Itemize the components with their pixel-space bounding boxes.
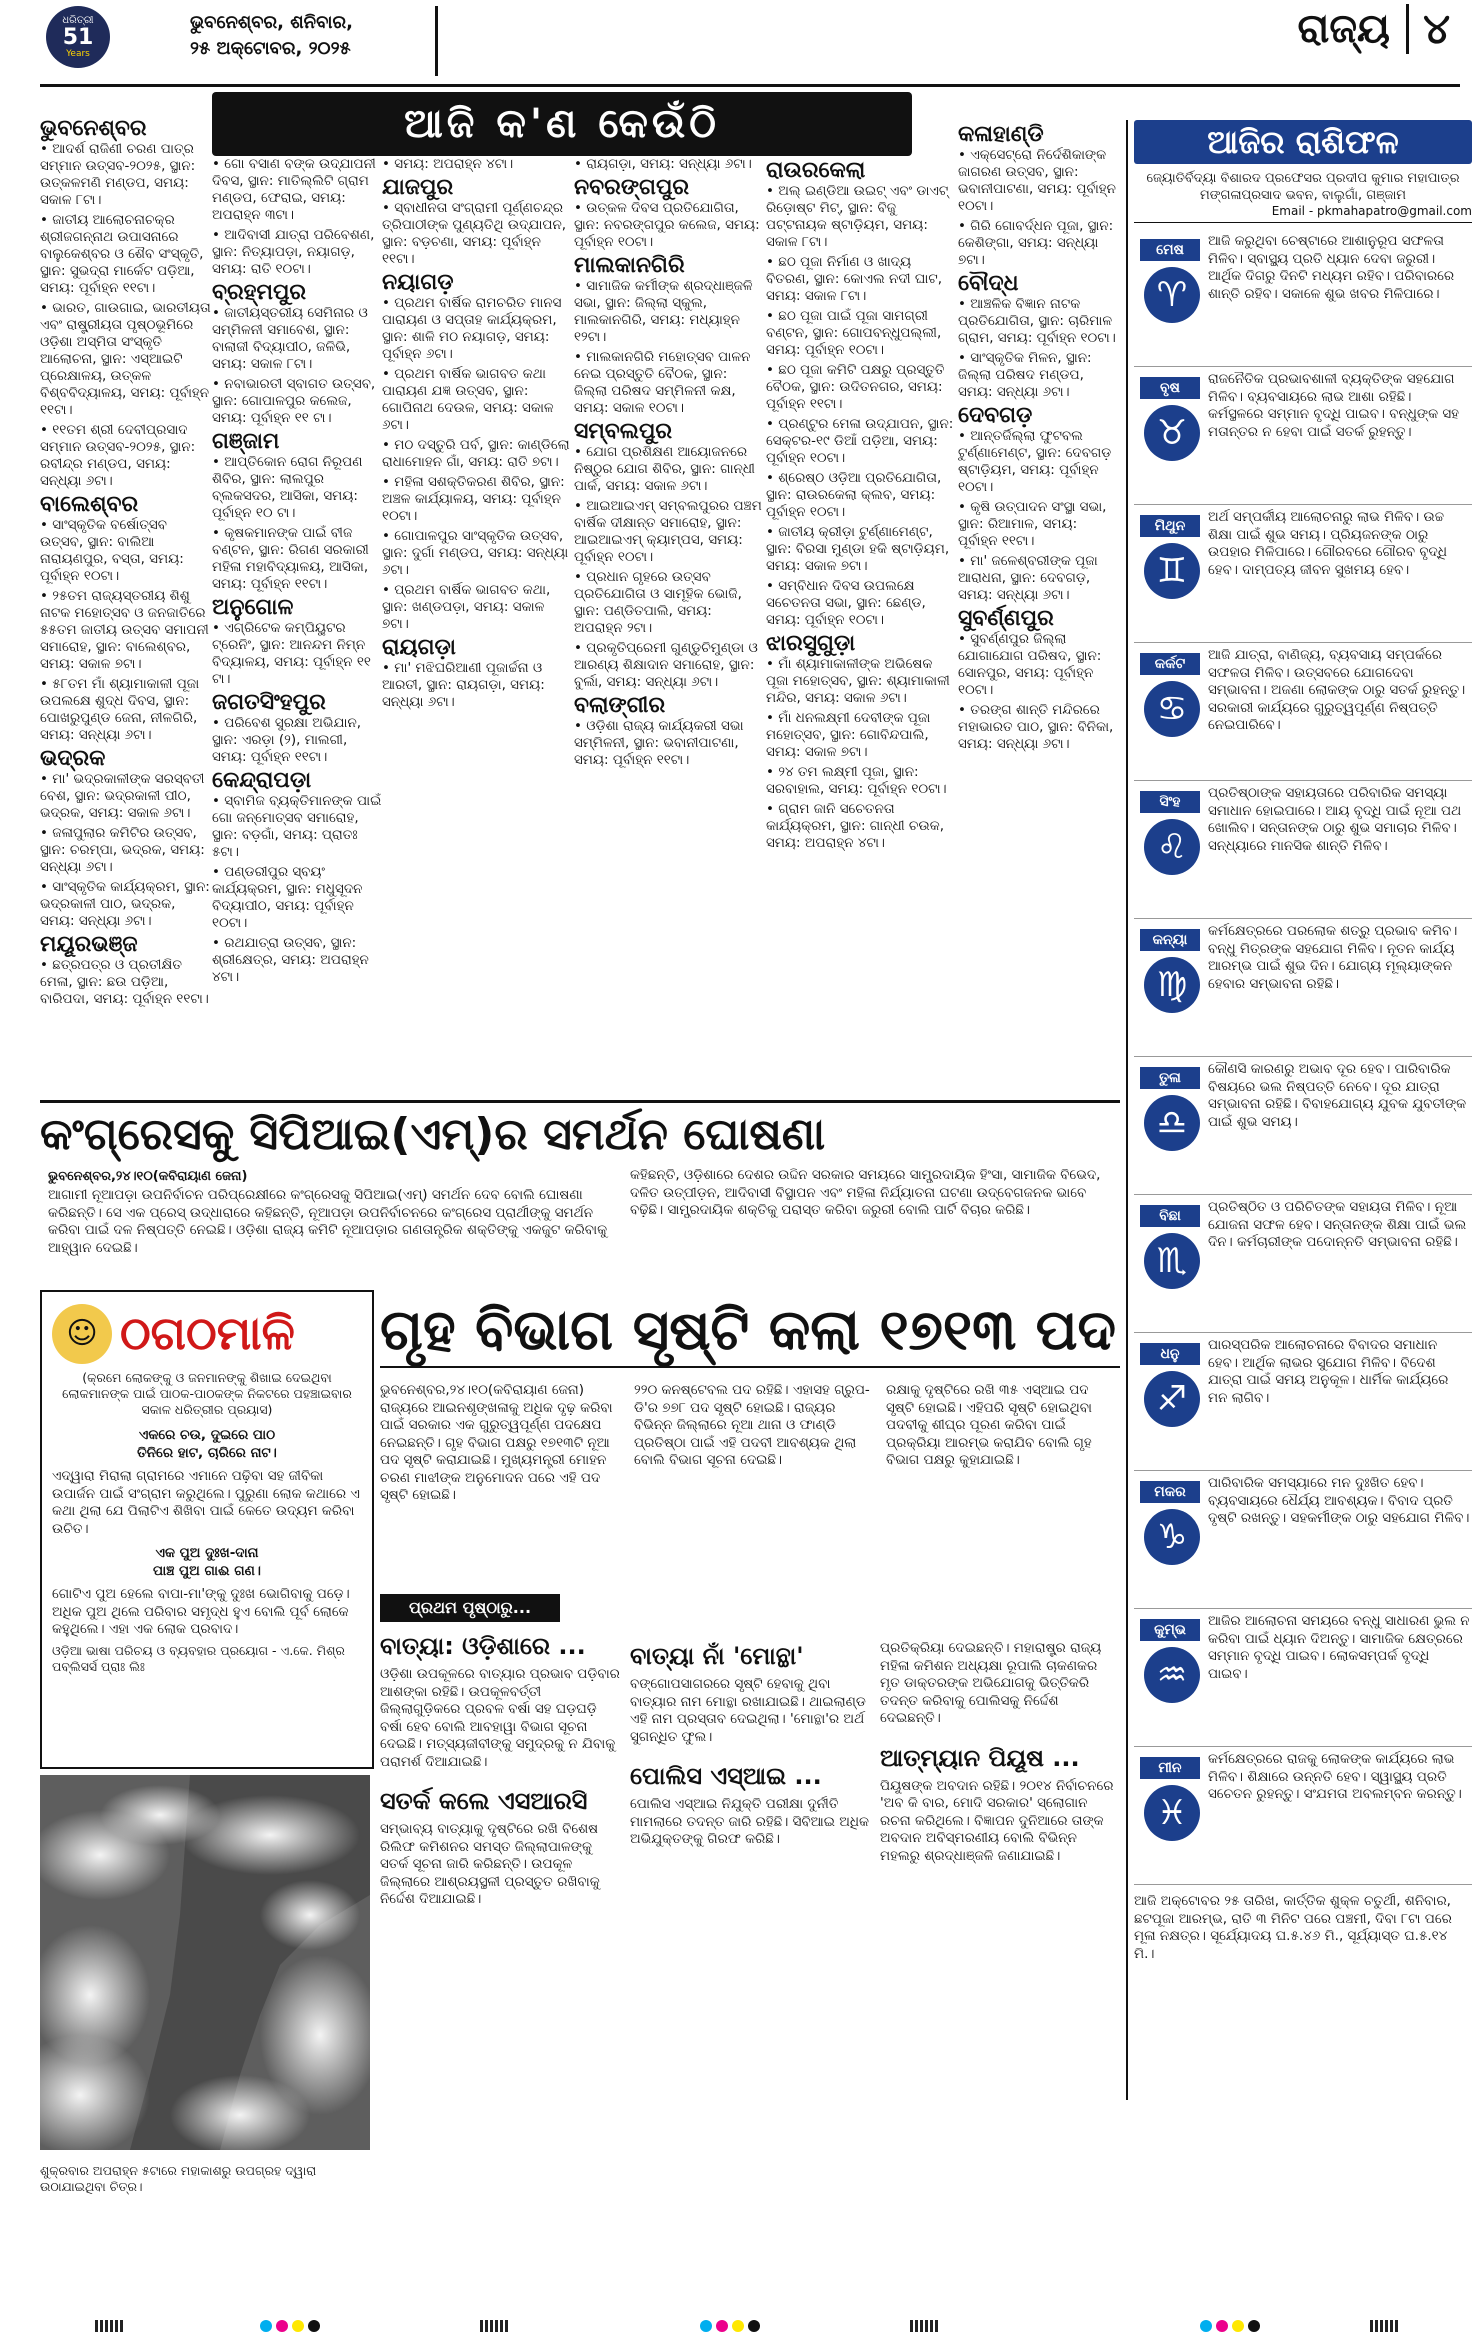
- event-item: • ପ୍ରଥମ ବାର୍ଷିକ ଭାଗବତ କଥା ପାରାୟଣ ଯଜ୍ଞ ଉତ୍ସବ, ସ୍ଥାନ: ଗୋପିନାଥ ଦେଉଳ, ସମୟ: ସକାଳ ୬ଟା।: [382, 366, 570, 434]
- event-item: • ମହିଳା ସଶକ୍ତିକରଣ ଶିବିର, ସ୍ଥାନ: ଅଞ୍ଚଳ କାର୍ଯ୍ୟାଳୟ, ସମୟ: ପୂର୍ବାହ୍ନ ୧୦ଟା।: [382, 474, 570, 525]
- event-item: • ୧୧ତମ ଶ୍ରୀ ଦେବୀପ୍ରସାଦ ସମ୍ମାନ ଉତ୍ସବ-୨୦୨୫, ସ୍ଥାନ: ରବୀନ୍ଦ୍ର ମଣ୍ଡପ, ସମୟ: ସନ୍ଧ୍ୟା ୬ଟା।: [40, 422, 212, 490]
- sign-name: ସିଂହ: [1140, 791, 1200, 813]
- newspaper-logo: [46, 6, 196, 68]
- horoscope-email: Email - pkmahapatro@gmail.com: [1134, 204, 1472, 223]
- story-headline: କଂଗ୍ରେସକୁ ସିପିଆଇ(ଏମ୍)ର ସମର୍ଥନ ଘୋଷଣା: [40, 1109, 826, 1160]
- district-heading: ବୌଦ୍ଧ: [958, 271, 1019, 296]
- police-si-body: ପୋଲିସ ଏସ୍‌ଆଇ ନିଯୁକ୍ତି ପରୀକ୍ଷା ଦୁର୍ନୀତି ମାମଲାରେ ତଦନ୍ତ ଜାରି ରହିଛି। ସିବିଆଇ ଅଧିକ ଅଭିଯୁକ୍ତଙ୍କୁ ଗିରଫ କରିଛି।: [630, 1796, 870, 1847]
- events-column-6: [958, 120, 1120, 756]
- event-item: • ଆଦର୍ଶ ରାଜିଣୀ ଚରଣ ପାତ୍ର ସମ୍ମାନ ଉତ୍ସବ-୨୦୨୫, ସ୍ଥାନ: ଉତ୍କଳମଣି ମଣ୍ଡପ, ସମୟ: ସକାଳ ୮ଟା।: [40, 141, 212, 209]
- sign-name: କନ୍ୟା: [1140, 929, 1200, 951]
- district-heading: ଗଞ୍ଜାମ: [212, 429, 280, 454]
- event-item: • ତରଙ୍ଗ ଶାନ୍ତି ମନ୍ଦିରରେ ମହାଭାରତ ପାଠ, ସ୍ଥାନ: ବିନିକା, ସମୟ: ସନ୍ଧ୍ୟା ୬ଟା।: [958, 702, 1120, 753]
- horoscope-sign: [1134, 643, 1472, 781]
- district-heading: ନୟାଗଡ଼: [382, 270, 454, 295]
- sign-prediction: ଆଜି ଯାତ୍ରା, ବାଣିଜ୍ୟ, ବ୍ୟବସାୟ ସମ୍ପର୍କରେ ସଫଳତା ମିଳିବ। ଉତ୍ସବରେ ଯୋଗଦେବା ସମ୍ଭାବନା। ଅଜଣା ଲୋକଙ୍କ ଠାରୁ ସତର୍କ ରୁହନ୍ତୁ। ସରକାରୀ କାର୍ଯ୍ୟରେ ଗୁରୁତ୍ୱପୂର୍ଣ୍ଣ ନିଷ୍ପତ୍ତି ନେଇପାରିବେ।: [1208, 647, 1466, 733]
- district-heading: ଯାଜପୁର: [382, 175, 454, 200]
- event-item: • ଶ୍ରେଷ୍ଠ ଓଡ଼ିଆ ପ୍ରତିଯୋଗିତା, ସ୍ଥାନ: ରାଉରକେଲା କ୍ଲବ, ସମୟ: ପୂର୍ବାହ୍ନ ୧୦ଟା।: [766, 470, 958, 521]
- main-story-col-1: ଭୁବନେଶ୍ବର,୨୪।୧୦(କବିରାୟାଣ ଜେନା) ରାଜ୍ୟରେ ଆଇନଶୃଙ୍ଖଳାକୁ ଅଧିକ ଦୃଢ଼ କରିବା ପାଇଁ ସରକାର ଏକ ଗୁରୁତ୍ୱପୂର୍ଣ୍ଣ ପଦକ୍ଷେପ ନେଇଛନ୍ତି। ଗୃହ ବିଭାଗ ପକ୍ଷରୁ ୧୭୧୩ଟି ନୂଆ ପଦ ସୃଷ୍ଟି କରାଯାଇଛି। ମୁଖ୍ୟମନ୍ତ୍ରୀ ମୋହନ ଚରଣ ମାଝୀଙ୍କ ଅନୁମୋଦନ ପରେ ଏହି ପଦ ସୃଷ୍ଟି ହୋଇଛି।: [380, 1382, 613, 1503]
- horoscope-sign: [1134, 1195, 1472, 1333]
- district-heading: ଅନୁଗୋଳ: [212, 595, 294, 620]
- yellow-registration-mark: [292, 2320, 304, 2332]
- zodiac-icon: ♍: [1144, 957, 1200, 1013]
- event-item: • ସାଂସ୍କୃତିକ ମିଳନ, ସ୍ଥାନ: ଜିଲ୍ଲା ପରିଷଦ ମଣ୍ଡପ, ସମୟ: ସନ୍ଧ୍ୟା ୬ଟା।: [958, 350, 1120, 401]
- sign-name: ମକର: [1140, 1481, 1200, 1503]
- horoscope-sign: [1134, 1057, 1472, 1195]
- print-grey-mark: [480, 2320, 510, 2332]
- sign-name: ମୀନ: [1140, 1757, 1200, 1779]
- district-heading: କେନ୍ଦ୍ରାପଡ଼ା: [212, 768, 312, 793]
- event-item: • ମା' ମଝିଘରିଆଣୀ ପୂଜାର୍ଚ୍ଚନା ଓ ଆରତୀ, ସ୍ଥାନ: ରାୟଗଡ଼ା, ସମୟ: ସନ୍ଧ୍ୟା ୬ଟା।: [382, 660, 570, 711]
- satellite-caption: ଶୁକ୍ରବାର ଅପରାହ୍ନ ୫ଟାରେ ମହାକାଶରୁ ଉପଗ୍ରହ ଦ୍ୱାରା ଉଠାଯାଇଥିବା ଚିତ୍ର।: [40, 2163, 317, 2194]
- proverb-explanation-2: ଗୋଟିଏ ପୁଅ ହେଲେ ବାପା-ମା'ଙ୍କୁ ଦୁଃଖ ଭୋଗିବାକୁ ପଡ଼େ। ଅଧିକ ପୁଅ ଥିଲେ ପରିବାର ସମୃଦ୍ଧ ହୁଏ ବୋଲି ପୂର୍ବ ଲୋକେ କହୁଥିଲେ। ଏହା ଏକ ଲୋକ ପ୍ରବାଦ।: [52, 1586, 350, 1637]
- event-item: • କୃଷକମାନଙ୍କ ପାଇଁ ବୀଜ ବଣ୍ଟନ, ସ୍ଥାନ: ରିଗଣ ସରକାରୀ ମହିଳା ମହାବିଦ୍ୟାଳୟ, ଆସିକା, ସମୟ: ପୂର୍ବାହ୍ନ ୧୧ଟା।: [212, 525, 382, 593]
- zodiac-icon: ♒: [1144, 1647, 1200, 1703]
- sign-prediction: କୌଣସି କାରଣରୁ ଅଭାବ ଦୂର ହେବ। ପାରିବାରିକ ବିଷୟରେ ଭଲ ନିଷ୍ପତ୍ତି ନେବେ। ଦୂର ଯାତ୍ରା ସମ୍ଭାବନା ରହିଛି। ବିବାହଯୋଗ୍ୟ ଯୁବକ ଯୁବତୀଙ୍କ ପାଇଁ ଶୁଭ ସମୟ।: [1208, 1061, 1467, 1130]
- masthead: [40, 0, 1460, 87]
- event-item: • ସାଂସ୍କୃତିକ କାର୍ଯ୍ୟକ୍ରମ, ସ୍ଥାନ: ଭଦ୍ରକାଳୀ ପାଠ, ଭଦ୍ରକ, ସମୟ: ସନ୍ଧ୍ୟା ୬ଟା।: [40, 879, 212, 930]
- horoscope-sign: [1134, 781, 1472, 919]
- event-item: • ପ୍ରଧାନ ଗୃହରେ ଉତ୍ସବ ପ୍ରତିଯୋଗିତା ଓ ସାମୂହିକ ଭୋଜି, ସ୍ଥାନ: ପଣ୍ଡିତପାଲି, ସମୟ: ଅପରାହ୍ନ ୨ଟା।: [574, 569, 762, 637]
- main-story-col-3: ରକ୍ଷାକୁ ଦୃଷ୍ଟିରେ ରଖି ୩୫ ଏସ୍‌ଆଇ ପଦ ସୃଷ୍ଟି ହୋଇଛି। ଏହିପରି ସୃଷ୍ଟି ହୋଇଥିବା ପଦବୀକୁ ଶୀଘ୍ର ପୂରଣ କରିବା ପାଇଁ ପ୍ରକ୍ରିୟା ଆରମ୍ଭ କରାଯିବ ବୋଲି ଗୃହ ବିଭାଗ ପକ୍ଷରୁ କୁହାଯାଇଛି।: [886, 1382, 1093, 1468]
- print-grey-mark: [1370, 2320, 1400, 2332]
- horoscope-sign: [1134, 1747, 1472, 1885]
- sign-prediction: ପାରିବାରିକ ସମସ୍ୟାରେ ମନ ଦୁଃଖିତ ହେବ। ବ୍ୟବସାୟରେ ଧୈର୍ଯ୍ୟ ଆବଶ୍ୟକ। ବିବାଦ ପ୍ରତି ଦୃଷ୍ଟି ରଖନ୍ତୁ। ସହକର୍ମୀଙ୍କ ଠାରୁ ସହଯୋଗ ମିଳିବ।: [1208, 1475, 1470, 1526]
- district-heading: ବାଲେଶ୍ବର: [40, 492, 139, 517]
- event-item: • ମା' ଭଦ୍ରକାଳୀଙ୍କ ସରସ୍ବତୀ ବେଶ, ସ୍ଥାନ: ଭଦ୍ରକାଳୀ ପୀଠ, ଭଦ୍ରକ, ସମୟ: ସକାଳ ୬ଟା।: [40, 771, 212, 822]
- district-heading: ଭଦ୍ରକ: [40, 746, 106, 771]
- proverb-explanation: ଏଦ୍ୱାରା ମିରାଲା ଗ୍ରାମରେ ଏମାନେ ପଢ଼ିବା ସହ ଜୀବିକା ଉପାର୍ଜନ ପାଇଁ ସଂଗ୍ରାମ କରୁଥିଲେ। ପୁରୁଣା ଲୋକ କଥାରେ ଏ କଥା ଥିଲା ଯେ ପିଲାଟିଏ ଶିଖିବା ପାଇଁ କେତେ ଉଦ୍ୟମ କରିବା ଉଚିତ।: [52, 1468, 360, 1537]
- story-dateline: ଭୁବନେଶ୍ବର,୨୪।୧୦(କବିରାୟାଣ ଜେନା): [48, 1169, 248, 1184]
- event-item: • ଏଗ୍ରିଟେକ କମ୍ପିୟୁଟର ଟ୍ରେନିଂ, ସ୍ଥାନ: ଆନନ୍ଦମ ନିମ୍ନ ବିଦ୍ୟାଳୟ, ସମୟ: ପୂର୍ବାହ୍ନ ୧୧ ଟା।: [212, 620, 382, 688]
- event-item: • ସ୍ବାଧୀନତା ସଂଗ୍ରାମୀ ପୂର୍ଣ୍ଣଚନ୍ଦ୍ର ତ୍ରିପାଠୀଙ୍କ ପୁଣ୍ୟତିଥି ଉଦ୍‌ଯାପନ, ସ୍ଥାନ: ବଡ଼ଚଣା, ସମୟ: ପୂର୍ବାହ୍ନ ୧୧ଟା।: [382, 200, 570, 268]
- thatthamali-box: [40, 1290, 374, 1769]
- district-heading: ମାଲକାନଗିରି: [574, 253, 685, 278]
- event-item: • ଭାରତ, ଗାଉଗାଇ, ଭାରତୀୟତା ଏବଂ ରାଷ୍ଟ୍ରୀୟତା ପୃଷ୍ଠଭୂମିରେ ଓଡ଼ିଶା ଅସ୍ମିତା ସଂସ୍କୃତି ଆଲୋଚନା, ସ୍ଥାନ: ଏସ୍‌ଆଇଟି ପ୍ରେକ୍ଷାଳୟ, ଉତ୍କଳ ବିଶ୍ବବିଦ୍ୟାଳୟ, ସମୟ: ପୂର୍ବାହ୍ନ ୧୧ଟା।: [40, 300, 212, 419]
- horoscope-sign: [1134, 1333, 1472, 1471]
- zodiac-icon: ♓: [1144, 1785, 1200, 1841]
- cyclone-name-title: ବାତ୍ୟା ନାଁ 'ମୋନ୍ଥା': [630, 1642, 804, 1670]
- sign-prediction: କର୍ମକ୍ଷେତ୍ରରେ ରାଜକୁ ଲୋକଙ୍କ କାର୍ଯ୍ୟରେ ଲାଭ ମିଳିବ। ଶିକ୍ଷାରେ ଉନ୍ନତି ହେବ। ସ୍ୱାସ୍ଥ୍ୟ ପ୍ରତି ସଚେତନ ରୁହନ୍ତୁ। ସଂଯମତା ଅବଲମ୍ବନ କରନ୍ତୁ।: [1208, 1751, 1462, 1802]
- district-heading: ଦେବଗଡ଼: [958, 403, 1033, 428]
- zodiac-icon: ♉: [1144, 405, 1200, 461]
- event-item: • ଆଞ୍ଚଳିକ ବିଜ୍ଞାନ ନାଟକ ପ୍ରତିଯୋଗିତା, ସ୍ଥାନ: ଚାରିମାଳ ଗ୍ରାମ, ସମୟ: ପୂର୍ବାହ୍ନ ୧୦ଟା।: [958, 296, 1120, 347]
- event-item: • ମା' ଜଳେଶ୍ବରୀଙ୍କ ପୂଜା ଆରାଧନା, ସ୍ଥାନ: ଦେବଗଡ଼, ସମୟ: ସନ୍ଧ୍ୟା ୬ଟା।: [958, 553, 1120, 604]
- event-item: • ରଥଯାତ୍ରା ଉତ୍ସବ, ସ୍ଥାନ: ଶ୍ରୀକ୍ଷେତ୍ର, ସମୟ: ଅପରାହ୍ନ ୪ଟା।: [212, 935, 382, 986]
- zodiac-icon: ♐: [1144, 1371, 1200, 1427]
- event-item: • ସ୍ବାମିଜ ବ୍ୟକ୍ତିମାନଙ୍କ ପାଇଁ ଗୋ ଜନ୍ମୋତ୍ସବ ସମାରୋହ, ସ୍ଥାନ: ବଡ଼ଗାଁ, ସମୟ: ପ୍ରାତଃ ୫ଟା।: [212, 793, 382, 861]
- cyan-registration-mark: [700, 2320, 712, 2332]
- events-column-4: [574, 156, 762, 772]
- event-item: • ଜାତୀୟ ଆଲୋଚନାଚକ୍ର ଶ୍ରୀଜଗନ୍ନାଥ ଉପାସନାରେ ବାଲୁକେଶ୍ବର ଓ ଶୈବ ସଂସ୍କୃତି, ସ୍ଥାନ: ସୁଭଦ୍ରା ମାର୍କେଟ ପଡ଼ିଆ, ସମୟ: ପୂର୍ବାହ୍ନ ୧୧ଟା।: [40, 212, 212, 297]
- carry-column-3: [880, 1640, 1120, 1865]
- event-item: • ଗ୍ରାମ ଜାନି ସଚେତନତା କାର୍ଯ୍ୟକ୍ରମ, ସ୍ଥାନ: ଗାନ୍ଧୀ ଚଉକ, ସମୟ: ଅପରାହ୍ନ ୪ଟା।: [766, 801, 958, 852]
- sign-prediction: ପାରସ୍ପରିକ ଆଲୋଚନାରେ ବିବାଦର ସମାଧାନ ହେବ। ଆର୍ଥିକ ଲାଭର ସୁଯୋଗ ମିଳିବ। ବିଦେଶ ଯାତ୍ରା ପାଇଁ ସମୟ ଅନୁକୂଳ। ଧାର୍ମିକ କାର୍ଯ୍ୟରେ ମନ ଲାଗିବ।: [1208, 1337, 1449, 1406]
- events-column-1: [40, 116, 212, 1011]
- main-headline: ଗୃହ ବିଭାଗ ସୃଷ୍ଟି କଲା ୧୭୧୩ ପଦ: [380, 1296, 1120, 1368]
- sign-name: ମିଥୁନ: [1140, 515, 1200, 537]
- congress-cpim-story: [40, 1100, 1120, 1263]
- event-item: • ୨୫ତମ ରାଜ୍ୟସ୍ତରୀୟ ଶିଶୁ ନାଟକ ମହୋତ୍ସବ ଓ ଜନଜାତିରେ ୫୫ତମ ଜାତୀୟ ଉତ୍ସବ ସମାପନୀ ସମାରୋହ, ସ୍ଥାନ: ବାଲେଶ୍ବର, ସମୟ: ସକାଳ ୭ଟା।: [40, 588, 212, 673]
- event-item: • ଅଲ୍ ଇଣ୍ଡିଆ ଉଇଟ୍ ଏବଂ ଡାଏଟ୍ ରିଡ଼ୋଷ୍ଟ ମିଟ୍, ସ୍ଥାନ: ବିଜୁ ପଟ୍ଟନାୟକ ଷ୍ଟାଡ଼ିୟମ, ସମୟ: ସକାଳ ୮ଟା।: [766, 183, 958, 251]
- laughing-face-icon: ☺: [52, 1304, 112, 1364]
- masthead-divider: [435, 6, 438, 76]
- event-item: • ପ୍ରକୃତିପ୍ରେମୀ ଗୁଣ୍ଡୁଚିମୁଣ୍ଡା ଓ ଆରଣ୍ୟ ଶିକ୍ଷାଦାନ ସମାରୋହ, ସ୍ଥାନ: ବୁର୍ଲା, ସମୟ: ସନ୍ଧ୍ୟା ୬ଟା।: [574, 640, 762, 691]
- magenta-registration-mark: [716, 2320, 728, 2332]
- event-item: • ଗୋପାଳପୁର ସାଂସ୍କୃତିକ ଉତ୍ସବ, ସ୍ଥାନ: ଦୁର୍ଗା ମଣ୍ଡପ, ସମୟ: ସନ୍ଧ୍ୟା ୬ଟା।: [382, 528, 570, 579]
- sign-prediction: ପ୍ରତିଷ୍ଠାଙ୍କ ସହାୟତାରେ ପରିବାରିକ ସମସ୍ୟା ସମାଧାନ ହୋଇପାରେ। ଆୟ ବୃଦ୍ଧି ପାଇଁ ନୂଆ ପଥ ଖୋଲିବ। ସନ୍ତାନଙ୍କ ଠାରୁ ଶୁଭ ସମାଚାର ମିଳିବ। ସନ୍ଧ୍ୟାରେ ମାନସିକ ଶାନ୍ତି ମିଳିବ।: [1208, 785, 1462, 854]
- event-item: • ମଠ ଦସ୍ତୁରି ପର୍ବ, ସ୍ଥାନ: କାଣ୍ଡିଲୋ ରାଧାମୋହନ ଗାଁ, ସମୟ: ରାତି ୭ଟା।: [382, 437, 570, 471]
- zodiac-icon: ♏: [1144, 1233, 1200, 1289]
- zodiac-icon: ♑: [1144, 1509, 1200, 1565]
- sign-name: ଧନୁ: [1140, 1343, 1200, 1365]
- district-heading: ମୟୂରଭଞ୍ଜ: [40, 932, 138, 957]
- sign-prediction: ପ୍ରତିଷ୍ଠିତ ଓ ପରିଚିତଙ୍କ ସହାୟତା ମିଳିବ। ନୂଆ ଯୋଜନା ସଫଳ ହେବ। ସନ୍ତାନଙ୍କ ଶିକ୍ଷା ପାଇଁ ଭଲ ଦିନ। କର୍ମଚାରୀଙ୍କ ପଦୋନ୍ନତି ସମ୍ଭାବନା ରହିଛି।: [1208, 1199, 1467, 1250]
- piyush-title: ଆତ୍ମ୍ୟାନ ପିୟୂଷ ...: [880, 1743, 1080, 1772]
- district-heading: ଭୁବନେଶ୍ବର: [40, 116, 147, 141]
- horoscope-signs: [1134, 229, 1472, 1885]
- event-item: • ଗୋ ବସାଣ ବଙ୍କ ଉଦ୍‌ଯାପନୀ ଦିବସ, ସ୍ଥାନ: ମାତିଲ୍ଲିଟି ଗ୍ରାମ ମଣ୍ଡପ, ଫେରାଇ, ସମୟ: ଅପରାହ୍ନ ୩ଟା।: [212, 156, 382, 224]
- sign-name: କର୍କଟ: [1140, 653, 1200, 675]
- event-item: • ଏକ୍‌ସେଟ୍ରୋ ନିର୍ଦେଶିକାଙ୍କ ଜାଗରଣ ଉତ୍ସବ, ସ୍ଥାନ: ଭବାନୀପାଟଣା, ସମୟ: ପୂର୍ବାହ୍ନ ୧୦ଟା।: [958, 147, 1120, 215]
- horoscope-sign: [1134, 1609, 1472, 1747]
- anniversary-seal-icon: ଧରିତ୍ରୀ 51 Years: [46, 6, 110, 68]
- dateline: ଭୁବନେଶ୍ବର, ଶନିବାର, ୨୫ ଅକ୍ଟୋବର, ୨୦୨୫: [190, 12, 353, 59]
- horoscope-byline: ଜ୍ୟୋତିର୍ବିଦ୍ୟା ବିଶାରଦ ପ୍ରଫେସର ପ୍ରଦୀପ କୁମାର ମହାପାତ୍ର ମଙ୍ଗଳାପ୍ରସାଦ ଭବନ, ବାଲୁଗାଁ, ଗଞ୍ଜାମ: [1146, 171, 1460, 203]
- event-item: • ଗିରି ଗୋବର୍ଦ୍ଧନ ପୂଜା, ସ୍ଥାନ: କେଶିଙ୍ଗା, ସମୟ: ସନ୍ଧ୍ୟା ୭ଟା।: [958, 218, 1120, 269]
- events-listing: [40, 116, 1120, 1095]
- horoscope-sign: [1134, 229, 1472, 367]
- cyclone-odisha-body: ଓଡ଼ିଶା ଉପକୂଳରେ ବାତ୍ୟାର ପ୍ରଭାବ ପଡ଼ିବାର ଆଶଙ୍କା ରହିଛି। ଉପକୂଳବର୍ତ୍ତୀ ଜିଲ୍ଲାଗୁଡ଼ିକରେ ପ୍ରବଳ ବର୍ଷା ସହ ଘଡ଼ଘଡ଼ି ବର୍ଷା ହେବ ବୋଲି ଆବହାୱା ବିଭାଗ ସୂଚନା ଦେଇଛି। ମତ୍ସ୍ୟଜୀବୀଙ୍କୁ ସମୁଦ୍ରକୁ ନ ଯିବାକୁ ପରାମର୍ଶ ଦିଆଯାଇଛି।: [380, 1666, 620, 1770]
- panjika-note: ଆଜି ଅକ୍ଟୋବର ୨୫ ତାରିଖ, କାର୍ତ୍ତିକ ଶୁକ୍ଳ ଚତୁର୍ଥୀ, ଶନିବାର, ଛଟପୂଜା ଆରମ୍ଭ, ରାତି ୩ ମିନିଟ ପରେ ପଞ୍ଚମୀ, ଦିବା ୮ଟା ପରେ ମୂଳା ନକ୍ଷତ୍ର। ସୂର୍ଯ୍ୟୋଦୟ ଘ.୫.୪୬ ମି., ସୂର୍ଯ୍ୟାସ୍ତ ଘ.୫.୧୪ ମି.।: [1134, 1893, 1452, 1962]
- event-item: • ଉତ୍କଳ ଦିବସ ପ୍ରତିଯୋଗିତା, ସ୍ଥାନ: ନବରଙ୍ଗପୁର କଲେଜ, ସମୟ: ପୂର୍ବାହ୍ନ ୧୦ଟା।: [574, 200, 762, 251]
- horoscope-sign: [1134, 367, 1472, 505]
- district-heading: ବଲାଙ୍ଗୀର: [574, 693, 666, 718]
- magenta-registration-mark: [1216, 2320, 1228, 2332]
- src-alert-body: ସମ୍ଭାବ୍ୟ ବାତ୍ୟାକୁ ଦୃଷ୍ଟିରେ ରଖି ବିଶେଷ ରିଲିଫ କମିଶନର ସମସ୍ତ ଜିଲ୍ଲାପାଳଙ୍କୁ ସତର୍କ ସୂଚନା ଜାରି କରିଛନ୍ତି। ଉପକୂଳ ଜିଲ୍ଲାରେ ଆଶ୍ରୟସ୍ଥଳୀ ପ୍ରସ୍ତୁତ ରଖିବାକୁ ନିର୍ଦ୍ଦେଶ ଦିଆଯାଇଛି।: [380, 1821, 600, 1907]
- event-item: • ୨୪ ତମ ଲକ୍ଷ୍ମୀ ପୂଜା, ସ୍ଥାନ: ସରବାହାଲ, ସମୟ: ପୂର୍ବାହ୍ନ ୧୦ଟା।: [766, 764, 958, 798]
- magenta-registration-mark: [276, 2320, 288, 2332]
- event-item: • ଯୋଗ ପ୍ରଶିକ୍ଷଣ ଆୟୋଜନରେ ନିଷ୍ଠୁର ଯୋଗ ଶିବିର, ସ୍ଥାନ: ଗାନ୍ଧୀ ପାର୍କ, ସମୟ: ସକାଳ ୬ଟା।: [574, 444, 762, 495]
- thatthamali-subtitle: (କ୍ରମେ ଲୋକଙ୍କୁ ଓ ଜନମାନଙ୍କୁ ଶିଖାଇ ଦେଇଥିବା ଲୋକମାନଙ୍କ ପାଇଁ ପାଠକ-ପାଠକଙ୍କ ନିକଟରେ ପହଞ୍ଚାଇବାର ସକାଳ ଧରିତ୍ରୀର ପ୍ରୟାସ): [62, 1370, 352, 1417]
- proverb-verse: ଏକରେ ଚଉ, ଦୁଇରେ ପାଠ ତିନିରେ ହାଟ, ଚାରିରେ ନାଟ।: [137, 1427, 277, 1461]
- district-heading: କଳାହାଣ୍ଡି: [958, 122, 1044, 147]
- event-item: • ପଣ୍ଡରୀପୁର ସ୍ବୟଂ କାର୍ଯ୍ୟକ୍ରମ, ସ୍ଥାନ: ମଧୁସୂଦନ ବିଦ୍ୟାପୀଠ, ସମୟ: ପୂର୍ବାହ୍ନ ୧୦ଟା।: [212, 864, 382, 932]
- black-registration-mark: [748, 2320, 760, 2332]
- event-item: • ଛଠ ପୂଜା ପାଇଁ ପୂଜା ସାମଗ୍ରୀ ବଣ୍ଟନ, ସ୍ଥାନ: ଗୋପବନ୍ଧୁପଲ୍ଲୀ, ସମୟ: ପୂର୍ବାହ୍ନ ୧୦ଟା।: [766, 308, 958, 359]
- story-body: ଆଗାମୀ ନୂଆପଡ଼ା ଉପନିର୍ବାଚନ ପରିପ୍ରେକ୍ଷୀରେ କଂଗ୍ରେସକୁ ସିପିଆଇ(ଏମ୍) ସମର୍ଥନ ଦେବ ବୋଲି ଘୋଷଣା କରିଛନ୍ତି। ସେ ଏକ ପ୍ରେସ୍ ଉଦ୍ଧାରାରେ କହିଛନ୍ତି, ନୂଆପଡ଼ା ଉପନିର୍ବାଚନରେ କଂଗ୍ରେସ ପ୍ରାର୍ଥୀଙ୍କୁ ସମର୍ଥନ କରିବା ପାଇଁ ଦଳ ନିଷ୍ପତ୍ତି ନେଇଛି। ଓଡ଼ିଶା ରାଜ୍ୟ କମିଟି ନୂଆପଡ଼ାର ଗଣତାନ୍ତ୍ରିକ ଶକ୍ତିଙ୍କୁ ଏକଜୁଟ କରିବାକୁ ଆହ୍ୱାନ ଦେଇଛି।: [48, 1187, 608, 1256]
- proverb-verse-2: ଏକ ପୁଅ ଦୁଃଖ-ଦାନା ପାଞ୍ଚ ପୁଅ ଗାଈ ଗଣ।: [153, 1545, 261, 1579]
- sign-prediction: ଆଜି କରୁଥିବା ଚେଷ୍ଟାରେ ଆଶାନୁରୂପ ସଫଳତା ମିଳିବ। ସ୍ବାସ୍ଥ୍ୟ ପ୍ରତି ଧ୍ୟାନ ଦେବା ଜରୁରୀ। ଆର୍ଥିକ ଦିଗରୁ ଦିନଟି ମଧ୍ୟମ ରହିବ। ପରିବାରରେ ଶାନ୍ତି ରହିବ। ସକାଳେ ଶୁଭ ଖବର ମିଳିପାରେ।: [1208, 233, 1455, 302]
- print-grey-mark: [910, 2320, 940, 2332]
- events-column-5: [766, 156, 958, 855]
- event-item: • ପ୍ରଥମ ବାର୍ଷିକ ଭାଗବତ କଥା, ସ୍ଥାନ: ଖଣ୍ଡପଡ଼ା, ସମୟ: ସକାଳ ୭ଟା।: [382, 582, 570, 633]
- zodiac-icon: ♈: [1144, 267, 1200, 323]
- event-item: • ଆପ୍ତିକୋନ ରୋଗ ନିରୂପଣ ଶିବିର, ସ୍ଥାନ: ଲାଲପୁର ବ୍ଲକସଦର, ଆସିକା, ସମୟ: ପୂର୍ବାହ୍ନ ୧୦ ଟା।: [212, 454, 382, 522]
- event-item: • ଜାତୀୟ କ୍ରୀଡ଼ା ଟୁର୍ଣ୍ଣାମେଣ୍ଟ, ସ୍ଥାନ: ବିରସା ମୁଣ୍ଡା ହକି ଷ୍ଟାଡ଼ିୟମ, ସମୟ: ସକାଳ ୭ଟା।: [766, 524, 958, 575]
- front-page-continued-label: ପ୍ରଥମ ପୃଷ୍ଠାରୁ...: [380, 1594, 560, 1622]
- district-heading: ଜଗତସିଂହପୁର: [212, 690, 326, 715]
- piyush-body: ପିୟୂଷଙ୍କ ଅବଦାନ ରହିଛି। ୨୦୧୪ ନିର୍ବାଚନରେ 'ଅବ କି ବାର, ମୋଦି ସରକାର' ସ୍ଲୋଗାନ ରଚନା କରିଥିଲେ। ବିଜ୍ଞାପନ ଦୁନିଆରେ ତାଙ୍କ ଅବଦାନ ଅବିସ୍ମରଣୀୟ ବୋଲି ବିଭିନ୍ନ ମହଲରୁ ଶ୍ରଦ୍ଧାଞ୍ଜଳି ଜଣାଯାଇଛି।: [880, 1777, 1114, 1864]
- event-item: • ଓଡ଼ିଶା ରାଜ୍ୟ କାର୍ଯ୍ୟକରୀ ସଭା ସମ୍ମିଳନୀ, ସ୍ଥାନ: ଭବାନୀପାଟଣା, ସମୟ: ପୂର୍ବାହ୍ନ ୧୧ଟା।: [574, 718, 762, 769]
- cyan-registration-mark: [260, 2320, 272, 2332]
- black-registration-mark: [1248, 2320, 1260, 2332]
- print-grey-mark: [95, 2320, 125, 2332]
- event-item: • ସମ୍ବିଧାନ ଦିବସ ଉପଲକ୍ଷେ ସଚେତନତା ସଭା, ସ୍ଥାନ: ଛେଣ୍ଡ, ସମୟ: ପୂର୍ବାହ୍ନ ୧୦ଟା।: [766, 578, 958, 629]
- event-item: • ପରିବେଶ ସୁରକ୍ଷା ଅଭିଯାନ, ସ୍ଥାନ: ଏରଡ଼ା (୨), ମାଲଗୀ, ସମୟ: ପୂର୍ବାହ୍ନ ୧୧ଟା।: [212, 715, 382, 766]
- event-item: • ଆଦିବାସୀ ଯାତ୍ରା ପରିବେଶଣ, ସ୍ଥାନ: ନିତ୍ୟାପଡ଼ା, ନୟାଗଡ଼, ସମୟ: ରାତି ୧୦ଟା।: [212, 227, 382, 278]
- event-item: • ଜାତୀୟସ୍ତରୀୟ ସେମିନାର ଓ ସମ୍ମିଳନୀ ସମାବେଶ, ସ୍ଥାନ: ବାଲାଜୀ ବିଦ୍ୟାପୀଠ, ଜଳିଭି, ସମୟ: ସକାଳ ୮ଟା।: [212, 305, 382, 373]
- sign-prediction: ଆଜିର ଆଲୋଚନା ସମୟରେ ବନ୍ଧୁ ସାଧାରଣ ଭୁଲ ନ କରିବା ପାଇଁ ଧ୍ୟାନ ଦିଅନ୍ତୁ। ସାମାଜିକ କ୍ଷେତ୍ରରେ ସମ୍ମାନ ବୃଦ୍ଧି ପାଇବ। ଲୋକସମ୍ପର୍କ ବୃଦ୍ଧି ପାଇବ।: [1208, 1613, 1470, 1682]
- sign-prediction: ରାଜନୈତିକ ପ୍ରଭାବଶାଳୀ ବ୍ୟକ୍ତିଙ୍କ ସହଯୋଗ ମିଳିବ। ବ୍ୟବସାୟରେ ଲାଭ ଆଶା ରହିଛି। କର୍ମସ୍ଥଳରେ ସମ୍ମାନ ବୃଦ୍ଧି ପାଇବ। ବନ୍ଧୁଙ୍କ ସହ ମତାନ୍ତର ନ ହେବା ପାଇଁ ସତର୍କ ରୁହନ୍ତୁ।: [1208, 371, 1460, 440]
- horoscope-sign: [1134, 505, 1472, 643]
- event-item: • ଜଳାପୁଲାର କମିଟିର ଉତ୍ସବ, ସ୍ଥାନ: ଚରମ୍ପା, ଭଦ୍ରକ, ସମୟ: ସନ୍ଧ୍ୟା ୬ଟା।: [40, 825, 212, 876]
- sign-prediction: କର୍ମକ୍ଷେତ୍ରରେ ପରଲୋକ ଶତ୍ରୁ ପ୍ରଭାବ କମିବ। ବନ୍ଧୁ ମିତ୍ରଙ୍କ ସହଯୋଗ ମିଳିବ। ନୂତନ କାର୍ଯ୍ୟ ଆରମ୍ଭ ପାଇଁ ଶୁଭ ଦିନ। ଯୋଗ୍ୟ ମୂଲ୍ୟାଙ୍କନ ହେବାର ସମ୍ଭାବନା ରହିଛି।: [1208, 923, 1458, 992]
- district-heading: ନବରଙ୍ଗପୁର: [574, 175, 690, 200]
- sign-name: କୁମ୍ଭ: [1140, 1619, 1200, 1641]
- events-column-2: [212, 156, 382, 989]
- event-item: • କୃଷି ଉତ୍ପାଦନ ସଂସ୍ଥା ସଭା, ସ୍ଥାନ: ରିଆମାଳ, ସମୟ: ପୂର୍ବାହ୍ନ ୧୧ଟା।: [958, 499, 1120, 550]
- sign-prediction: ଅର୍ଥ ସମ୍ପର୍କୀୟ ଆଲୋଚନାରୁ ଲାଭ ମିଳିବ। ଉଚ୍ଚ ଶିକ୍ଷା ପାଇଁ ଶୁଭ ସମୟ। ପ୍ରିୟଜନଙ୍କ ଠାରୁ ଉପହାର ମିଳିପାରେ। ଗୌରବରେ ଗୌରବ ବୃଦ୍ଧି ହେବ। ଦାମ୍ପତ୍ୟ ଜୀବନ ସୁଖମୟ ହେବ।: [1208, 509, 1447, 578]
- district-heading: ସମ୍ବଲପୁର: [574, 419, 673, 444]
- cyclone-odisha-title: ବାତ୍ୟା: ଓଡ଼ିଶାରେ ...: [380, 1632, 586, 1660]
- event-item: • ରାୟଗଡ଼ା, ସମୟ: ସନ୍ଧ୍ୟା ୬ଟା।: [574, 156, 762, 173]
- satellite-cloud-map: [40, 1775, 370, 2150]
- event-item: • ଆଇଆଇଏମ୍ ସମ୍ବଲପୁରର ପଞ୍ଚମ ବାର୍ଷିକ ଦୀକ୍ଷାନ୍ତ ସମାରୋହ, ସ୍ଥାନ: ଆଇଆଇଏମ୍ କ୍ୟାମ୍ପସ, ସମୟ: ପୂର୍ବାହ୍ନ ୧୦ଟା।: [574, 498, 762, 566]
- event-item: • ଛଠ ପୂଜା ନିର୍ମାଣ ଓ ଖାଦ୍ୟ ବିତରଣ, ସ୍ଥାନ: କୋଏଲ ନଦୀ ଘାଟ, ସମୟ: ସକାଳ ୮ଟା।: [766, 254, 958, 305]
- black-registration-mark: [308, 2320, 320, 2332]
- story-body-continued: କହିଛନ୍ତି, ଓଡ଼ିଶାରେ ଦେଶର ଉଦ୍ଦିନ ସରକାର ସମୟରେ ସାମ୍ପ୍ରଦାୟିକ ହିଂସା, ସାମାଜିକ ବିଭେଦ, ଦଳିତ ଉତ୍ପୀଡ଼ନ, ଆଦିବାସୀ ବିସ୍ଥାପନ ଏବଂ ମହିଳା ନିର୍ଯ୍ୟାତନା ଘଟଣା ଉଦ୍‌ବେଗଜନକ ଭାବେ ବଢ଼ିଛି। ସାମ୍ପ୍ରଦାୟିକ ଶକ୍ତିକୁ ପରାସ୍ତ କରିବା ଜରୁରୀ ବୋଲି ପାର୍ଟି ବିଚାର କରିଛି।: [630, 1167, 1101, 1218]
- sign-name: ବିଛା: [1140, 1205, 1200, 1227]
- horoscope-column: [1126, 120, 1472, 2100]
- yellow-registration-mark: [732, 2320, 744, 2332]
- horoscope-sign: [1134, 919, 1472, 1057]
- event-item: • ଛତ୍ରପତ୍ର ଓ ପ୍ରତୀକ୍ଷିତ ମେଳା, ସ୍ଥାନ: ଛଉ ପଡ଼ିଆ, ବାରିପଦା, ସମୟ: ପୂର୍ବାହ୍ନ ୧୧ଟା।: [40, 957, 212, 1008]
- events-column-3: [382, 156, 570, 714]
- carry-column-1: [380, 1630, 620, 1909]
- horoscope-sign: [1134, 1471, 1472, 1609]
- sign-name: ବୃଷ: [1140, 377, 1200, 399]
- event-item: • ୫୮ତମ ମାଁ ଶ୍ୟାମାକାଳୀ ପୂଜା ଉପଲକ୍ଷେ ଶୁଦ୍ଧ ଦିବସ, ସ୍ଥାନ: ପୋଖରୁପୁଣ୍ଡ ଜେନା, ନୀଳଗିରି, ସମୟ: ସନ୍ଧ୍ୟା ୬ଟା।: [40, 676, 212, 744]
- yellow-registration-mark: [1232, 2320, 1244, 2332]
- district-heading: ସୁବର୍ଣ୍ଣପୁର: [958, 606, 1054, 631]
- district-heading: ଝାରସୁଗୁଡ଼ା: [766, 631, 856, 656]
- district-heading: ରାଉରକେଲା: [766, 158, 866, 183]
- page-number: ୪: [1406, 4, 1450, 54]
- event-item: • ପ୍ରଥମ ବାର୍ଷିକ ରାମଚରିତ ମାନସ ପାରାୟଣ ଓ ସପ୍ତାହ କାର୍ଯ୍ୟକ୍ରମ, ସ୍ଥାନ: ଶାଳି ମଠ ନୟାଗଡ଼, ସମୟ: ପୂର୍ବାହ୍ନ ୬ଟା।: [382, 295, 570, 363]
- police-si-title: ପୋଲିସ ଏସ୍‌ଆଇ ...: [630, 1762, 822, 1790]
- event-item: • ସୁବର୍ଣ୍ଣପୁର ଜିଲ୍ଲା ଯୋଗାଯୋଗ ପରିଷଦ, ସ୍ଥାନ: ସୋନପୁର, ସମୟ: ପୂର୍ବାହ୍ନ ୧୦ଟା।: [958, 631, 1120, 699]
- src-alert-title: ସତର୍କ କଲେ ଏସଆରସି: [380, 1787, 588, 1815]
- horoscope-title: ଆଜିର ରାଶିଫଳ: [1134, 120, 1472, 164]
- sign-name: ମେଷ: [1140, 239, 1200, 261]
- satellite-image: [40, 1775, 370, 2150]
- event-item: • ସାଂସ୍କୃତିକ ବର୍ଷୋତ୍ସବ ଉତ୍ସବ, ସ୍ଥାନ: ବାଲିଆ ନାରାୟଣପୁର, ବସ୍ତା, ସମୟ: ପୂର୍ବାହ୍ନ ୧୦ଟା।: [40, 517, 212, 585]
- main-story-col-2: ୨୨୦ କନଷ୍ଟେବଲ ପଦ ରହିଛି। ଏହାସହ ଗ୍ରୁପ-ଡି'ର ୭୭୮ ପଦ ସୃଷ୍ଟି ହୋଇଛି। ରାଜ୍ୟର ବିଭିନ୍ନ ଜିଲ୍ଲାରେ ନୂଆ ଥାନା ଓ ଫାଣ୍ଡି ପ୍ରତିଷ୍ଠା ପାଇଁ ଏହି ପଦବୀ ଆବଶ୍ୟକ ଥିଲା ବୋଲି ବିଭାଗ ସୂଚନା ଦେଇଛି।: [634, 1382, 870, 1468]
- zodiac-icon: ♋: [1144, 681, 1200, 737]
- zodiac-icon: ♊: [1144, 543, 1200, 599]
- district-heading: ରାୟଗଡ଼ା: [382, 635, 456, 660]
- section-title: ରାଜ୍ୟ: [1297, 6, 1390, 52]
- event-item: • ସାମାଜିକ କର୍ମୀଙ୍କ ଶ୍ରଦ୍ଧାଞ୍ଜଳି ସଭା, ସ୍ଥାନ: ଜିଲ୍ଲା ସ୍କୁଲ, ମାଲକାନଗିରି, ସମୟ: ମଧ୍ୟାହ୍ନ ୧୨ଟା।: [574, 278, 762, 346]
- doctor-case-body: ପ୍ରତିକ୍ରିୟା ଦେଇଛନ୍ତି। ମହାରାଷ୍ଟ୍ର ରାଜ୍ୟ ମହିଳା କମିଶନ ଅଧ୍ୟକ୍ଷା ରୂପାଲି ଚାକଣକର ମୃତ ଡାକ୍ତରଙ୍କ ଅଭିଯୋଗକୁ ଭିତ୍ତିକରି ତଦନ୍ତ କରିବାକୁ ପୋଲିସକୁ ନିର୍ଦ୍ଦେଶ ଦେଇଛନ୍ତି।: [880, 1640, 1102, 1726]
- zodiac-icon: ♎: [1144, 1095, 1200, 1151]
- event-item: • ମାଁ ଧନଲକ୍ଷ୍ମୀ ଦେବୀଙ୍କ ପୂଜା ମହୋତ୍ସବ, ସ୍ଥାନ: ଗୋବିନ୍ଦପାଲି, ସମୟ: ସକାଳ ୭ଟା।: [766, 710, 958, 761]
- sign-name: ତୁଳା: [1140, 1067, 1200, 1089]
- cyan-registration-mark: [1200, 2320, 1212, 2332]
- event-item: • ସମୟ: ଅପରାହ୍ନ ୪ଟା।: [382, 156, 570, 173]
- thatthamali-logo: ☺ ଠଗଠମାଳି: [52, 1302, 362, 1366]
- event-item: • ମାଲକାନଗିରି ମହୋତ୍ସବ ପାଳନ ନେଇ ପ୍ରସ୍ତୁତି ବୈଠକ, ସ୍ଥାନ: ଜିଲ୍ଲା ପରିଷଦ ସମ୍ମିଳନୀ କକ୍ଷ, ସମୟ: ସକାଳ ୧୦ଟା।: [574, 349, 762, 417]
- event-item: • ନବାଭାରତୀ ସ୍ବାଗତ ଉତ୍ସବ, ସ୍ଥାନ: ଗୋପାଳପୁର କଲେଜ, ସମୟ: ପୂର୍ବାହ୍ନ ୧୧ ଟା।: [212, 376, 382, 427]
- thatthamali-credit: ଓଡ଼ିଆ ଭାଷା ପରିଚୟ ଓ ବ୍ୟବହାର ପ୍ରୟୋଗ - ଏ.କେ. ମିଶ୍ର ପବ୍ଲିସର୍ସ ପ୍ରାଃ ଲିଃ: [52, 1642, 345, 1674]
- event-item: • ଆନ୍ତର୍ଜିଲ୍ଲା ଫୁଟବଲ ଟୁର୍ଣ୍ଣାମେଣ୍ଟ, ସ୍ଥାନ: ଦେବଗଡ଼ ଷ୍ଟାଡ଼ିୟମ, ସମୟ: ପୂର୍ବାହ୍ନ ୧୦ଟା।: [958, 428, 1120, 496]
- carry-column-2: [630, 1640, 870, 1849]
- zodiac-icon: ♌: [1144, 819, 1200, 875]
- district-heading: ବ୍ରହ୍ମପୁର: [212, 280, 307, 305]
- events-banner: ଆଜି କ'ଣ କେଉଁଠି: [212, 92, 912, 156]
- cyclone-name-body: ବଙ୍ଗୋପସାଗରରେ ସୃଷ୍ଟି ହେବାକୁ ଥିବା ବାତ୍ୟାର ନାମ ମୋନ୍ଥା ରଖାଯାଇଛି। ଥାଇଲାଣ୍ଡ ଏହି ନାମ ପ୍ରସ୍ତାବ ଦେଇଥିଲା। 'ମୋନ୍ଥା'ର ଅର୍ଥ ସୁଗନ୍ଧିତ ଫୁଲ।: [630, 1676, 866, 1745]
- event-item: • ଛଠ ପୂଜା କମିଟି ପକ୍ଷରୁ ପ୍ରସ୍ତୁତି ବୈଠକ, ସ୍ଥାନ: ଉଦିତନଗର, ସମୟ: ପୂର୍ବାହ୍ନ ୧୧ଟା।: [766, 362, 958, 413]
- event-item: • ମାଁ ଶ୍ୟାମାକାଳୀଙ୍କ ଅଭିଷେକ ପୂଜା ମହୋତ୍ସବ, ସ୍ଥାନ: ଶ୍ୟାମାକାଳୀ ମନ୍ଦିର, ସମୟ: ସକାଳ ୬ଟା।: [766, 656, 958, 707]
- event-item: • ପ୍ରଣ୍ଟୁର ମେଳା ଉଦ୍‌ଯାପନ, ସ୍ଥାନ: ସେକ୍ଟର-୧୯ ଡିଆଁ ପଡ଼ିଆ, ସମୟ: ପୂର୍ବାହ୍ନ ୧୦ଟା।: [766, 416, 958, 467]
